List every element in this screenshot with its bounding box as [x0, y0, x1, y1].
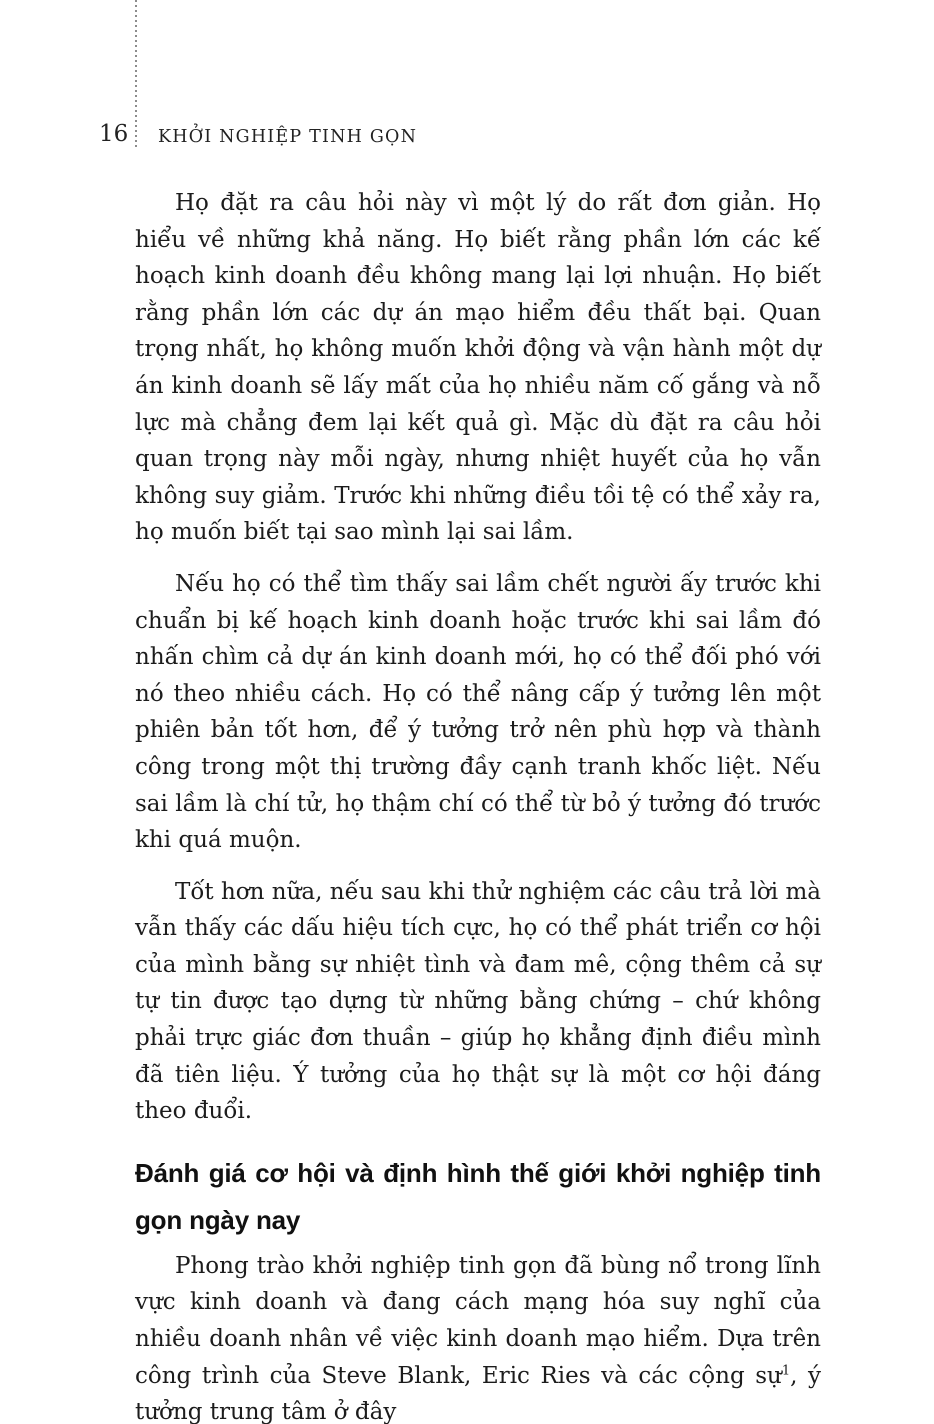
page-body [135, 185, 821, 1424]
paragraph-4 [135, 1248, 821, 1424]
section-heading: Đánh giá cơ hội và định hình thế giới khởi nghiệp tinh gọn ngày nay [135, 1157, 821, 1235]
paragraph-2: Nếu họ có thể tìm thấy sai lầm chết người ấy trước khi chuẩn bị kế hoạch kinh doanh hoặc trước khi sai lầm đó nhấn chìm cả dự án kinh doanh mới, họ có thể đối phó với nó theo nhiều cách. Họ có thể nâng cấp ý tưởng lên một phiên bản tốt hơn, để ý tưởng trở nên phù hợp và thành công trong một thị trường đầy cạnh tranh khốc liệt. Nếu sai lầm là chí tử, họ thậm chí có thể từ bỏ ý tưởng đó trước khi quá muộn. [135, 570, 821, 854]
paragraph-4-continuation: , ý tưởng trung tâm ở đây [135, 1362, 821, 1424]
paragraph-3: Tốt hơn nữa, nếu sau khi thử nghiệm các câu trả lời mà vẫn thấy các dấu hiệu tích cực, họ có thể phát triển cơ hội của mình bằng sự nhiệt tình và đam mê, cộng thêm cả sự tự tin được tạo dựng từ những bằng chứng – chứ không phải trực giác đơn thuần – giúp họ khẳng định điều mình đã tiên liệu. Ý tưởng của họ thật sự là một cơ hội đáng theo đuổi. [135, 878, 821, 1125]
paragraph-4-text: Phong trào khởi nghiệp tinh gọn đã bùng nổ trong lĩnh vực kinh doanh và đang cách mạng hóa suy nghĩ của nhiều doanh nhân về việc kinh doanh mạo hiểm. Dựa trên công trình của Steve Blank, Eric Ries và các cộng sự [135, 1252, 821, 1389]
footnote-marker: 1 [781, 1362, 791, 1378]
page-number: 16 [99, 121, 129, 147]
header-divider [135, 0, 137, 150]
running-title: KHỞI NGHIỆP TINH GỌN [158, 127, 418, 147]
paragraph-1: Họ đặt ra câu hỏi này vì một lý do rất đơn giản. Họ hiểu về những khả năng. Họ biết rằng phần lớn các kế hoạch kinh doanh đều không mang lại lợi nhuận. Họ biết rằng phần lớn các dự án mạo hiểm đều thất bại. Quan trọng nhất, họ không muốn khởi động và vận hành một dự án kinh doanh sẽ lấy mất của họ nhiều năm cố gắng và nỗ lực mà chẳng đem lại kết quả gì. Mặc dù đặt ra câu hỏi quan trọng này mỗi ngày, nhưng nhiệt huyết của họ vẫn không suy giảm. Trước khi những điều tồi tệ có thể xảy ra, họ muốn biết tại sao mình lại sai lầm. [135, 190, 821, 546]
